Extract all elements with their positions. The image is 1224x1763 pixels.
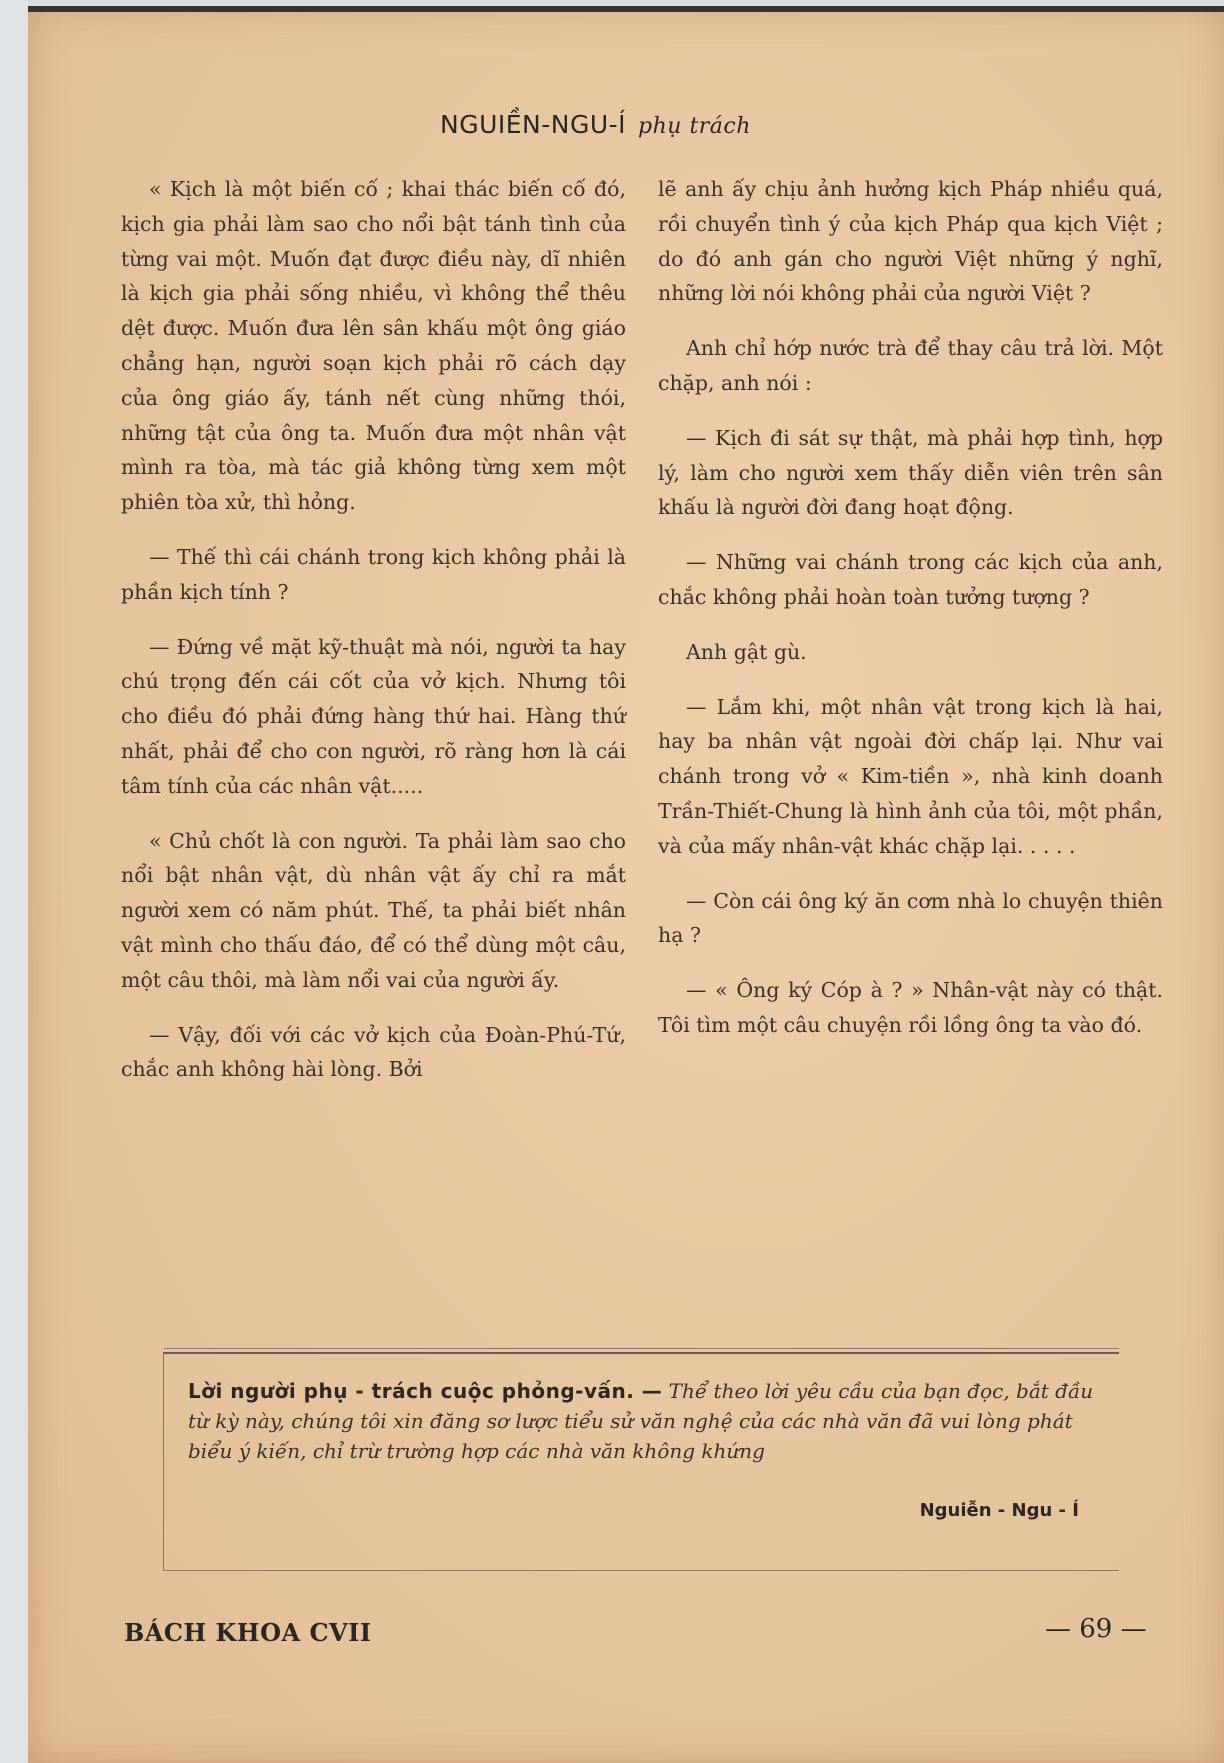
note-body: Thể theo lời yêu cầu của bạn đọc, bắt đầu từ kỳ này, chúng tôi xin đăng sơ lược tiểu sử văn nghệ của các nhà văn đã vui lòng phát biểu ý kiến, chỉ trừ trường hợp các nhà văn không khứng xyxy=(188,1379,1094,1463)
editor-note-box xyxy=(163,1352,1119,1571)
paragraph: — Lắm khi, một nhân vật trong kịch là hai, hay ba nhân vật ngoài đời chấp lại. Như vai chánh trong vở « Kim-tiền », nhà kinh doanh Trần-Thiết-Chung là hình ảnh của tôi, một phần, và của mấy nhân-vật khác chặp lại. . . . . xyxy=(658,694,1163,858)
header-name: NGUIỀN-NGU-Í xyxy=(440,110,627,139)
paragraph: — Đứng về mặt kỹ-thuật mà nói, người ta hay chú trọng đến cái cốt của vở kịch. Nhưng tôi cho điều đó phải đứng hàng thứ hai. Hàng thứ nhất, phải để cho con người, rõ ràng hơn là cái tâm tính của các nhân vật..... xyxy=(121,634,626,798)
page-header xyxy=(440,110,751,139)
paragraph: « Chủ chốt là con người. Ta phải làm sao cho nổi bật nhân vật, dù nhân vật ấy chỉ ra mắt người xem có năm phút. Thế, ta phải biết nhân vật mình cho thấu đáo, để có thể dùng một câu, một câu thôi, mà làm nổi vai của người ấy. xyxy=(121,828,626,992)
note-divider xyxy=(164,1348,1119,1349)
left-column xyxy=(121,172,626,1107)
right-column xyxy=(658,172,1163,1063)
page-number: — 69 — xyxy=(1045,1614,1147,1644)
note-title: Lời người phụ - trách cuộc phỏng-vấn. — xyxy=(188,1379,663,1403)
paragraph: Anh gật gù. xyxy=(686,639,807,664)
editor-note xyxy=(188,1376,1098,1466)
paragraph: « Kịch là một biến cố ; khai thác biến cố đó, kịch gia phải làm sao cho nổi bật tánh tình của từng vai một. Muốn đạt được điều này, dĩ nhiên là kịch gia phải sống nhiều, vì không thể thêu dệt được. Muốn đưa lên sân khấu một ông giáo chẳng hạn, người soạn kịch phải rõ cách dạy của ông giáo ấy, tánh nết cùng những thói, những tật của ông ta. Muốn đưa một nhân vật mình ra tòa, mà tác giả không từng xem một phiên tòa xử, thì hỏng. xyxy=(121,177,626,515)
top-rule xyxy=(28,6,1224,12)
paragraph: — Thế thì cái chánh trong kịch không phải là phần kịch tính ? xyxy=(121,544,626,604)
paragraph: — Còn cái ông ký ăn cơm nhà lo chuyện thiên hạ ? xyxy=(658,888,1163,948)
paragraph: lẽ anh ấy chịu ảnh hưởng kịch Pháp nhiều quá, rồi chuyển tình ý của kịch Pháp qua kịch Việt ; do đó anh gán cho người Việt những ý nghĩ, những lời nói không phải của người Việt ? xyxy=(658,177,1163,306)
paragraph: — Vậy, đối với các vở kịch của Đoàn-Phú-Tứ, chắc anh không hài lòng. Bởi xyxy=(121,1022,626,1082)
paragraph: Anh chỉ hớp nước trà để thay câu trả lời. Một chặp, anh nói : xyxy=(658,336,1163,395)
scan-margin xyxy=(0,0,28,1763)
paragraph: — « Ông ký Cóp à ? » Nhân-vật này có thật. Tôi tìm một câu chuyện rồi lồng ông ta vào đó. xyxy=(658,978,1163,1037)
publication-name: BÁCH KHOA CVII xyxy=(124,1618,372,1647)
header-role: phụ trách xyxy=(638,114,751,139)
paragraph: — Kịch đi sát sự thật, mà phải hợp tình, hợp lý, làm cho người xem thấy diễn viên trên sân khấu là người đời đang hoạt động. xyxy=(658,425,1163,520)
note-signature: Nguiễn - Ngu - Í xyxy=(919,1500,1079,1521)
paragraph: — Những vai chánh trong các kịch của anh, chắc không phải hoàn toàn tưởng tượng ? xyxy=(658,550,1163,609)
